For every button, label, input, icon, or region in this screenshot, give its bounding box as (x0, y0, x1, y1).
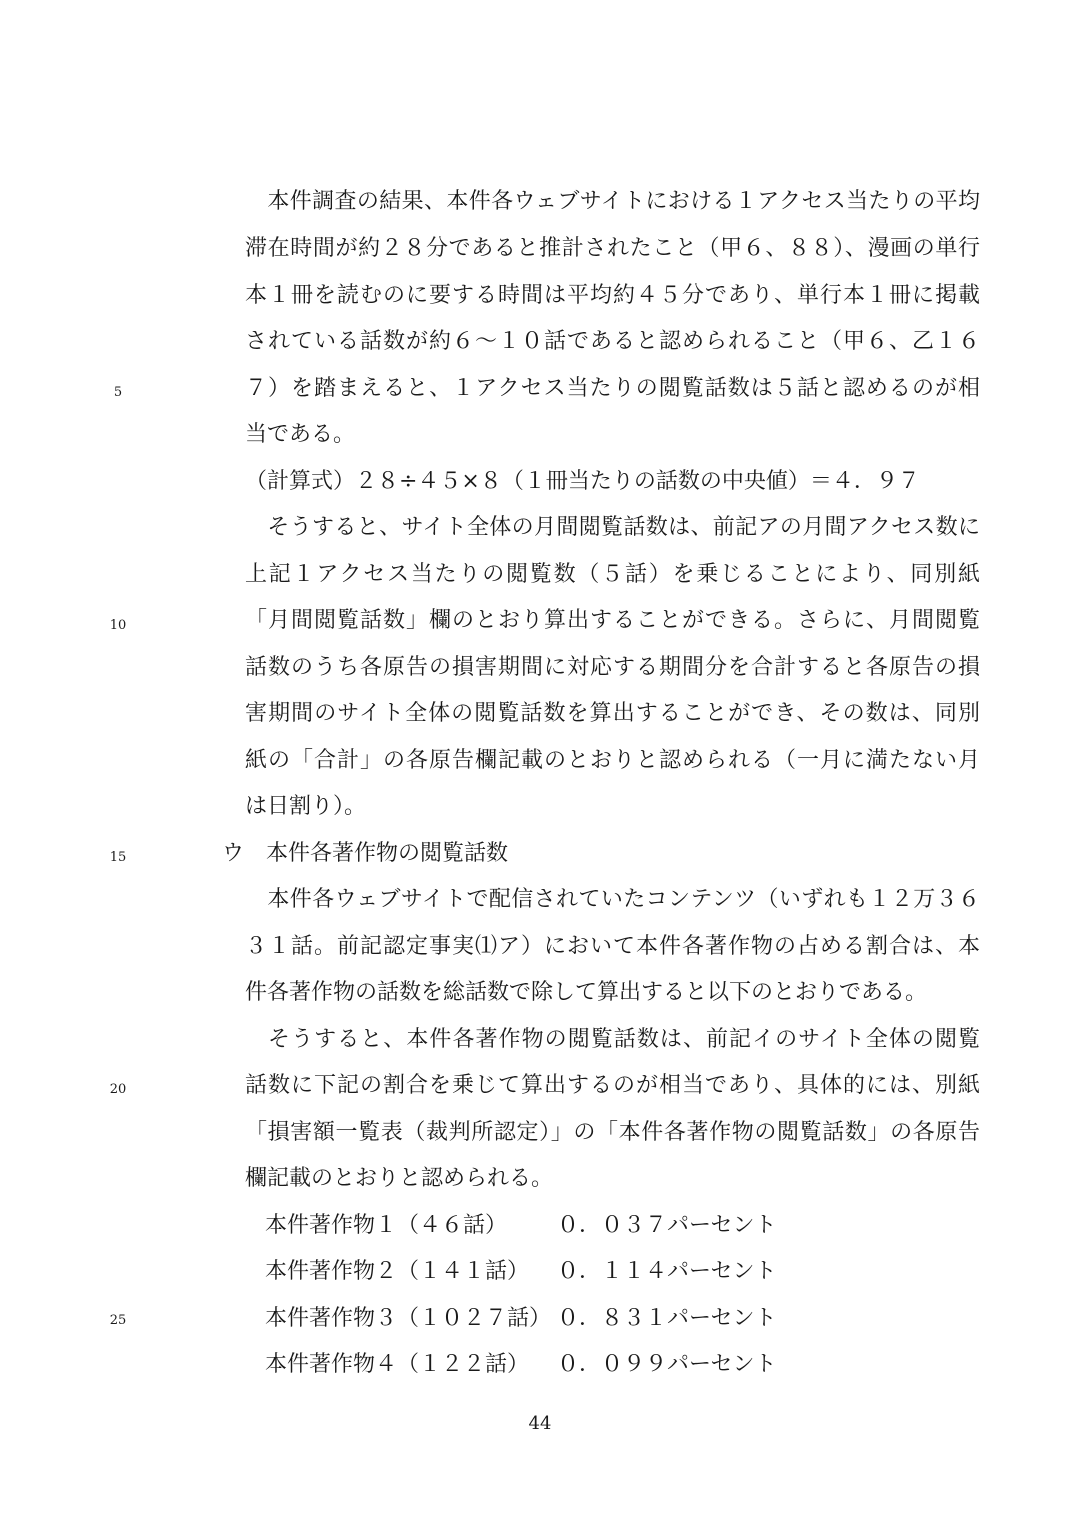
body-line: そうすると、サイト全体の月間閲覧話数は、前記アの月間アクセス数に (245, 515, 980, 540)
percentage-row (245, 1345, 980, 1385)
work-name: 本件著作物３（１０２７話） (265, 1306, 552, 1331)
line-number: 10 (109, 618, 127, 633)
body-line: されている話数が約６～１０話であると認められること（甲６、乙１６ (245, 329, 980, 354)
body-line: 紙の「合計」の各原告欄記載のとおりと認められる（一月に満たない月 (245, 748, 980, 773)
work-percentage: ０．８３１パーセント (557, 1306, 777, 1331)
body-line: 話数に下記の割合を乗じて算出するのが相当であり、具体的には、別紙 (245, 1073, 980, 1098)
body-line: 欄記載のとおりと認められる。 (245, 1166, 554, 1191)
line-number: 5 (113, 385, 123, 400)
work-percentage: ０．０３７パーセント (557, 1213, 777, 1238)
body-line: 話数のうち各原告の損害期間に対応する期間分を合計すると各原告の損 (245, 655, 980, 680)
percentage-row (245, 1206, 980, 1246)
line-number: 20 (109, 1082, 127, 1097)
body-line: は日割り）。 (245, 794, 367, 819)
body-line: 滞在時間が約２８分であると推計されたこと（甲６、８８）、漫画の単行 (245, 236, 980, 261)
section-heading: ウ 本件各著作物の閲覧話数 (222, 841, 509, 866)
work-percentage: ０．０９９パーセント (557, 1352, 777, 1377)
work-name: 本件著作物１（４６話） (265, 1213, 508, 1238)
body-line: そうすると、本件各著作物の閲覧話数は、前記イのサイト全体の閲覧 (245, 1027, 980, 1052)
percentage-row (245, 1299, 980, 1339)
line-number: 25 (109, 1313, 127, 1328)
body-line: 害期間のサイト全体の閲覧話数を算出することができ、その数は、同別 (245, 701, 980, 726)
formula-line: （計算式）２８÷４５×８（１冊当たりの話数の中央値）＝４．９７ (245, 469, 920, 494)
body-line: 当である。 (245, 422, 356, 447)
body-line: ３１話。前記認定事実⑴ア）において本件各著作物の占める割合は、本 (245, 934, 980, 959)
body-line: 「月間閲覧話数」欄のとおり算出することができる。さらに、月間閲覧 (245, 608, 980, 633)
body-line: 本件調査の結果、本件各ウェブサイトにおける１アクセス当たりの平均 (245, 189, 980, 214)
work-percentage: ０．１１４パーセント (557, 1259, 777, 1284)
body-line: 件各著作物の話数を総話数で除して算出すると以下のとおりである。 (245, 980, 928, 1005)
work-name: 本件著作物４（１２２話） (265, 1352, 530, 1377)
body-line: 「損害額一覧表（裁判所認定）」の「本件各著作物の閲覧話数」の各原告 (245, 1120, 980, 1145)
body-line: 上記１アクセス当たりの閲覧数（５話）を乗じることにより、同別紙 (245, 562, 980, 587)
body-line: ７）を踏まえると、１アクセス当たりの閲覧話数は５話と認めるのが相 (245, 376, 980, 401)
body-line: 本件各ウェブサイトで配信されていたコンテンツ（いずれも１２万３６ (245, 887, 980, 912)
body-line: 本１冊を読むのに要する時間は平均約４５分であり、単行本１冊に掲載 (245, 283, 980, 308)
line-number: 15 (109, 850, 127, 865)
work-name: 本件著作物２（１４１話） (265, 1259, 530, 1284)
percentage-row (245, 1252, 980, 1292)
page-number: 44 (528, 1413, 552, 1434)
